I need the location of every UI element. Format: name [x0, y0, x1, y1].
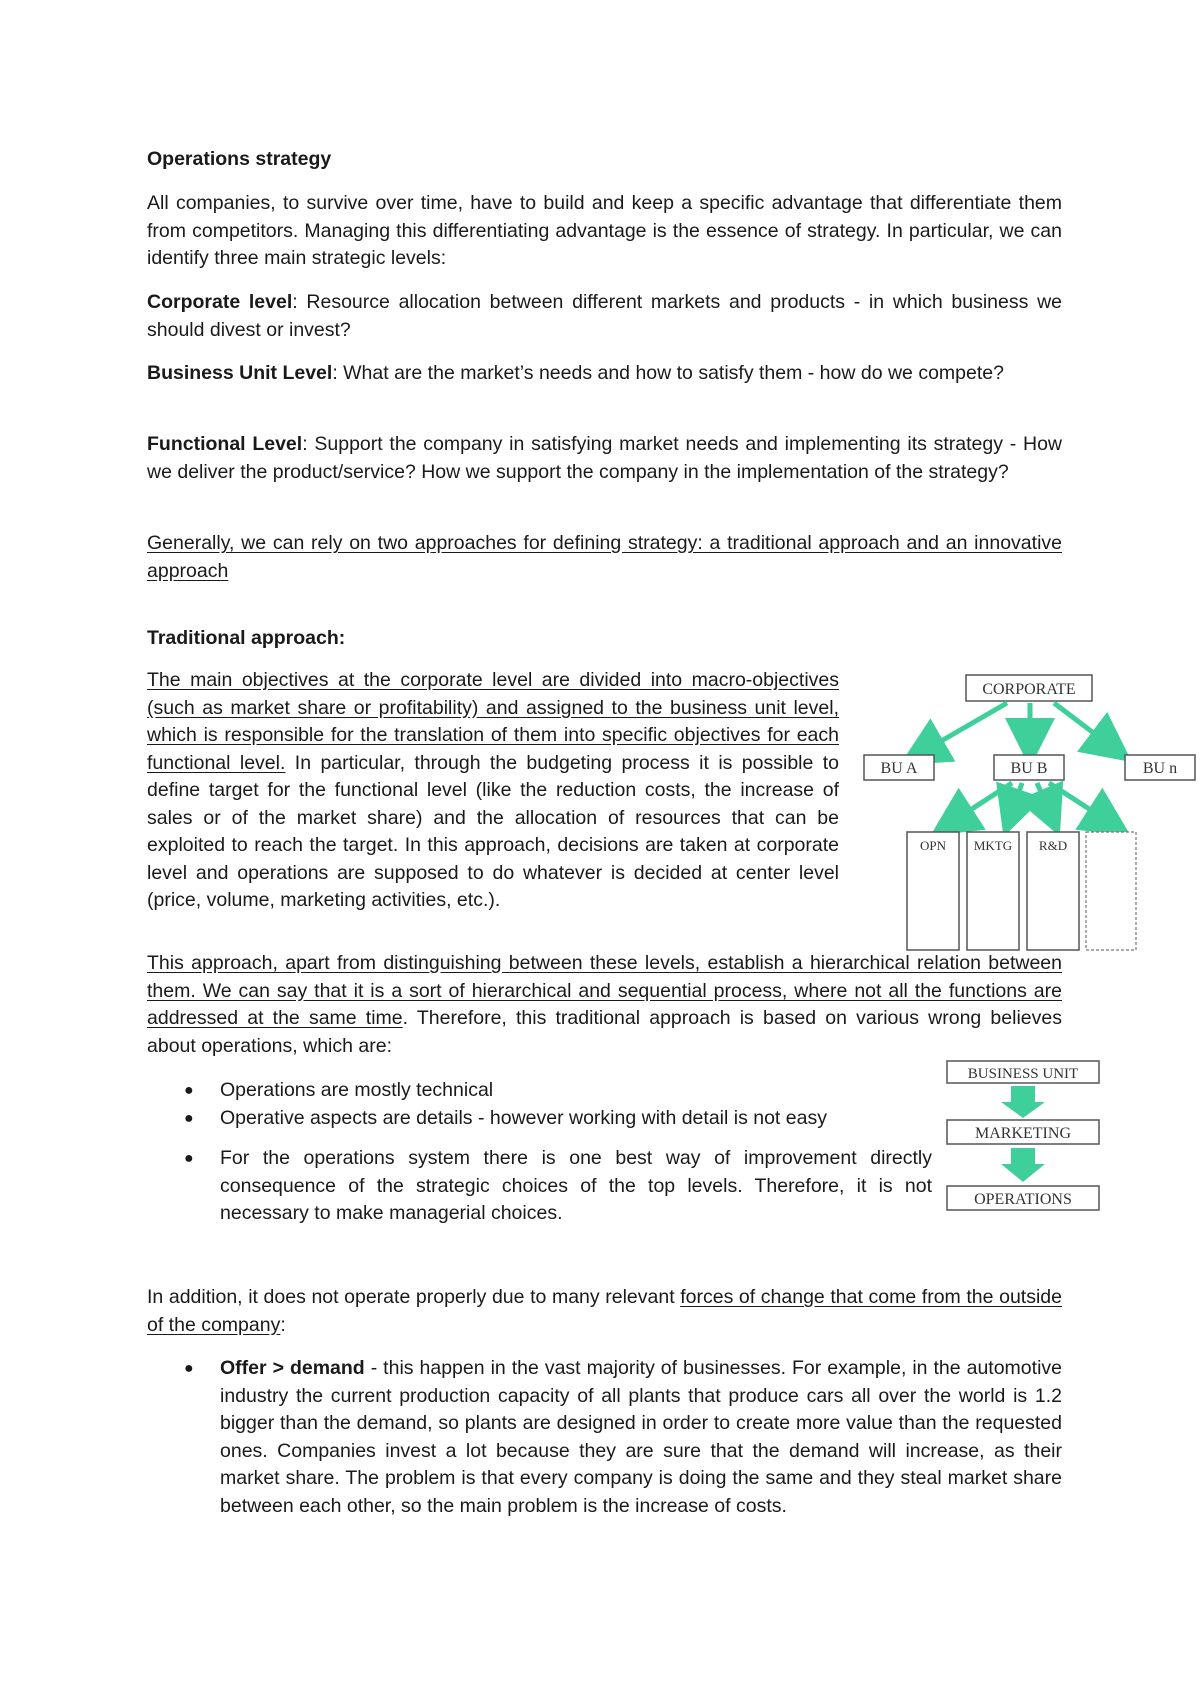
business-unit-label: BUSINESS UNIT — [967, 1066, 1079, 1082]
functional-level-paragraph — [147, 431, 1062, 486]
mktg-column — [967, 832, 1019, 950]
more-functions-column — [1086, 832, 1136, 950]
bu-b-box — [994, 755, 1064, 780]
marketing-label: MARKETING — [975, 1125, 1071, 1142]
arrow-bub-more — [1049, 783, 1114, 825]
traditional-p1-underlined: The main objectives at the corporate level are divided into macro-objectives (such as market share or profitability) and assigned to the business unit level, which is responsible for the translation of them into specific objectives for each functional level. — [147, 669, 839, 774]
page-title: Operations strategy — [147, 148, 332, 170]
forces-paragraph — [147, 1284, 1062, 1339]
forces-link: forces of change that come from the outside of the company — [147, 1286, 1062, 1336]
traditional-paragraph-2 — [147, 950, 1062, 1060]
bullet-icon: ● — [184, 1360, 194, 1377]
corporate-level-term: Corporate level — [147, 291, 293, 313]
down-arrow-2 — [1001, 1148, 1045, 1182]
operations-box — [947, 1186, 1099, 1210]
opn-label: OPN — [919, 838, 947, 853]
flow-chart-diagram — [945, 1058, 1105, 1223]
bullet-icon: ● — [184, 1082, 194, 1099]
bu-b-label: BU B — [1010, 760, 1048, 777]
mktg-label: MKTG — [973, 838, 1013, 853]
corporate-box — [966, 675, 1092, 701]
functional-level-term: Functional Level — [147, 433, 303, 455]
business-unit-level-term: Business Unit Level — [147, 362, 333, 384]
arrow-corporate-bua — [917, 703, 1007, 755]
bullet-icon: ● — [184, 1150, 194, 1167]
marketing-box — [947, 1120, 1099, 1144]
operations-label: OPERATIONS — [974, 1191, 1072, 1208]
business-unit-level-text: : What are the market’s needs and how to satisfy them - how do we compete? — [332, 362, 1004, 384]
org-chart-diagram — [862, 670, 1200, 960]
arrow-bub-mktg — [1010, 783, 1022, 818]
down-arrow-1 — [1001, 1086, 1045, 1118]
forces-list — [184, 1355, 1062, 1520]
bu-a-label: BU A — [880, 760, 918, 777]
arrow-corporate-bun — [1054, 703, 1116, 750]
functional-level-text: : Support the company in satisfying market needs and implementing its strategy - How we deliver the product/service? How we support the company in the implementation of the strategy? — [147, 433, 1062, 483]
rd-column — [1027, 832, 1079, 950]
force-text: - this happen in the vast majority of businesses. For example, in the automotive industry the current production capacity of all plants that produce cars all over the world is 1.2 bigger than the demand, so plants are designed in order to create more value than the requested ones. Companies invest a lot because they are sure that the demand will increase, as their market share. The problem is that every company is doing the same and they steal market share between each other, so the main problem is the increase of costs. — [220, 1357, 1062, 1517]
force-item — [184, 1355, 1062, 1520]
belief-item: ● Operations are mostly technical — [220, 1077, 932, 1105]
arrow-bub-rd — [1037, 783, 1052, 818]
corporate-label: CORPORATE — [982, 681, 1076, 698]
bu-a-box — [864, 755, 934, 780]
traditional-paragraph-1 — [147, 667, 839, 915]
corporate-level-text: : Resource allocation between different markets and products - in which business we should divest or invest? — [147, 291, 1062, 341]
business-unit-box — [947, 1061, 1099, 1083]
belief-item: ● For the operations system there is one best way of improvement directly consequence of the strategic choices of the top levels. Therefore, it is not necessary to make managerial choices. — [184, 1147, 932, 1224]
traditional-p2-underlined: This approach, apart from distinguishing between these levels, establish a hierarchical relation between them. We can say that it is a sort of hierarchical and sequential process, where not all the functions are addressed at the same time — [147, 952, 1062, 1029]
bu-n-box — [1125, 755, 1195, 780]
opn-column — [907, 832, 959, 950]
forces-intro: In addition, it does not operate properly due to many relevant — [147, 1286, 681, 1308]
forces-colon: : — [280, 1313, 286, 1336]
traditional-p2-rest: . Therefore, this traditional approach is based on various wrong believes about operations, which are: — [147, 1007, 1062, 1057]
traditional-p1-rest: In particular, through the budgeting process it is possible to define target for the functional level (like the reduction costs, the increase of sales or of the market share) and the allocation of resources that can be exploited to reach the target. In this approach, decisions are taken at corporate level and operations are supposed to do whatever is decided at center level (price, volume, marketing activities, etc.). — [147, 751, 840, 911]
bullet-icon: ● — [184, 1109, 194, 1127]
force-term: Offer > demand — [220, 1357, 365, 1379]
intro-paragraph: All companies, to survive over time, have to build and keep a specific advantage that differentiate them from competitors. Managing this differentiating advantage is the essence of strategy. In particular, we can identify three main strategic levels: — [147, 192, 1062, 269]
traditional-heading: Traditional approach: — [147, 627, 346, 649]
corporate-level-paragraph — [147, 289, 1062, 344]
arrow-bub-opn — [947, 783, 1012, 825]
approaches-note: Generally, we can rely on two approaches for defining strategy: a traditional approach and an innovative approach — [147, 532, 1062, 582]
bu-n-label: BU n — [1142, 760, 1178, 777]
beliefs-list — [184, 1077, 932, 1228]
belief-item: ● Operative aspects are details - however working with detail is not easy — [220, 1105, 932, 1133]
business-unit-level-paragraph — [147, 360, 1062, 388]
rd-label: R&D — [1038, 838, 1068, 853]
